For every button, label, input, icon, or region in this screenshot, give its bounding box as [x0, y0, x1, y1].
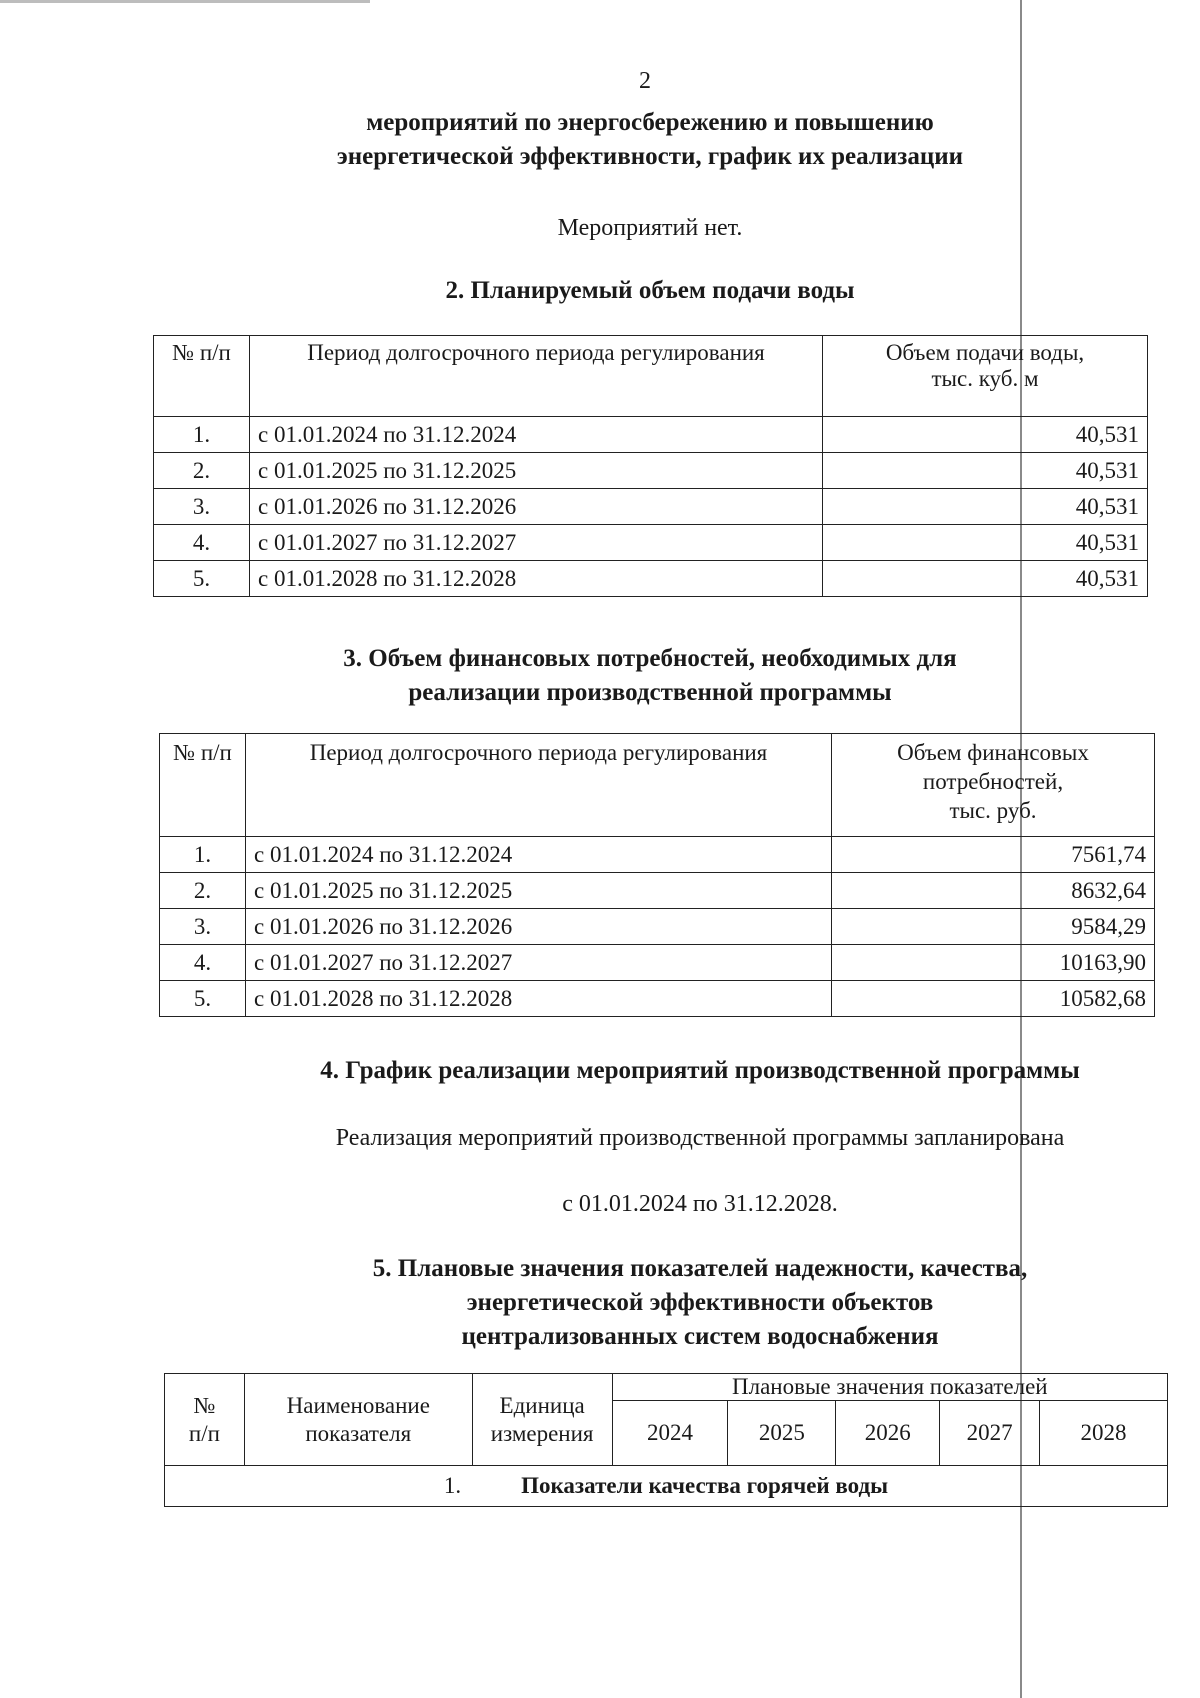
- header-indicator-name: [244, 1374, 472, 1466]
- table-header-row: [154, 336, 1148, 417]
- row-num: 3.: [160, 909, 246, 945]
- header-year: 2024: [612, 1401, 728, 1466]
- header-num-line-1: №: [193, 1392, 216, 1418]
- table-row: [154, 489, 1148, 525]
- row-period: с 01.01.2026 по 31.12.2026: [250, 489, 823, 525]
- subsection-row: [165, 1466, 1168, 1507]
- row-value: 10582,68: [832, 981, 1155, 1017]
- row-num: 1.: [154, 417, 250, 453]
- table-row: [154, 453, 1148, 489]
- row-value: 9584,29: [832, 909, 1155, 945]
- header-year: 2028: [1040, 1401, 1168, 1466]
- table-header-row: [165, 1374, 1168, 1401]
- row-num: 4.: [160, 945, 246, 981]
- row-value: 40,531: [823, 489, 1148, 525]
- row-period: с 01.01.2024 по 31.12.2024: [246, 837, 832, 873]
- intro-heading-line-1: мероприятий по энергосбережению и повышению: [366, 109, 934, 136]
- subsection-number: 1.: [443, 1473, 462, 1498]
- header-volume-line-1: Объем подачи воды,: [885, 340, 1085, 365]
- header-unit: [472, 1374, 612, 1466]
- section3-title-line-1: 3. Объем финансовых потребностей, необходимых для: [343, 645, 957, 672]
- header-planned-values: Плановые значения показателей: [612, 1374, 1167, 1401]
- table-row: [160, 837, 1155, 873]
- page-number: 2: [639, 68, 651, 94]
- row-period: с 01.01.2025 по 31.12.2025: [250, 453, 823, 489]
- water-supply-table: [153, 335, 1148, 597]
- header-financial-line-2: потребностей,: [922, 769, 1064, 794]
- section5-title-line-3: централизованных систем водоснабжения: [461, 1323, 939, 1350]
- row-num: 1.: [160, 837, 246, 873]
- financial-needs-table: [159, 733, 1155, 1017]
- header-num: № п/п: [160, 734, 246, 837]
- header-year: 2026: [836, 1401, 940, 1466]
- header-financial: [832, 734, 1155, 837]
- header-period: Период долгосрочного периода регулирования: [250, 336, 823, 417]
- table-header-row: [160, 734, 1155, 837]
- section3-title-line-2: реализации производственной программы: [408, 679, 892, 706]
- row-period: с 01.01.2027 по 31.12.2027: [246, 945, 832, 981]
- row-num: 2.: [154, 453, 250, 489]
- row-period: с 01.01.2027 по 31.12.2027: [250, 525, 823, 561]
- section2-title: 2. Планируемый объем подачи воды: [445, 277, 855, 304]
- row-period: с 01.01.2026 по 31.12.2026: [246, 909, 832, 945]
- subsection-label: Показатели качества горячей воды: [521, 1473, 889, 1498]
- row-value: 40,531: [823, 453, 1148, 489]
- header-indicator-name-line-1: Наименование: [286, 1392, 430, 1418]
- row-value: 8632,64: [832, 873, 1155, 909]
- table-row: [154, 417, 1148, 453]
- header-financial-line-3: тыс. руб.: [949, 798, 1037, 823]
- row-value: 40,531: [823, 417, 1148, 453]
- row-period: с 01.01.2024 по 31.12.2024: [250, 417, 823, 453]
- header-unit-line-1: Единица: [499, 1392, 585, 1418]
- table-row: [160, 981, 1155, 1017]
- intro-note: Мероприятий нет.: [557, 215, 743, 241]
- subsection-cell: [165, 1466, 1168, 1507]
- row-num: 4.: [154, 525, 250, 561]
- row-num: 3.: [154, 489, 250, 525]
- row-period: с 01.01.2028 по 31.12.2028: [250, 561, 823, 597]
- row-value: 10163,90: [832, 945, 1155, 981]
- header-unit-line-2: измерения: [490, 1420, 594, 1446]
- intro-heading-line-2: энергетической эффективности, график их реализации: [336, 143, 964, 170]
- indicators-table: [164, 1373, 1168, 1507]
- table-row: [160, 873, 1155, 909]
- row-value: 40,531: [823, 561, 1148, 597]
- header-year: 2025: [728, 1401, 836, 1466]
- table-row: [154, 561, 1148, 597]
- header-num-line-2: п/п: [188, 1420, 220, 1446]
- row-period: с 01.01.2025 по 31.12.2025: [246, 873, 832, 909]
- header-num: [165, 1374, 245, 1466]
- scan-edge-mark: [0, 0, 370, 3]
- table-row: [154, 525, 1148, 561]
- header-volume-line-2: тыс. куб. м: [931, 366, 1039, 391]
- header-financial-line-1: Объем финансовых: [897, 740, 1089, 765]
- section4-period: с 01.01.2024 по 31.12.2028.: [562, 1191, 838, 1217]
- section4-title: 4. График реализации мероприятий производственной программы: [320, 1057, 1080, 1084]
- header-volume: [823, 336, 1148, 417]
- header-num: № п/п: [154, 336, 250, 417]
- header-indicator-name-line-2: показателя: [305, 1420, 412, 1446]
- row-num: 5.: [160, 981, 246, 1017]
- table-row: [160, 945, 1155, 981]
- row-value: 7561,74: [832, 837, 1155, 873]
- section5-title-line-1: 5. Плановые значения показателей надежности, качества,: [372, 1255, 1028, 1282]
- row-period: с 01.01.2028 по 31.12.2028: [246, 981, 832, 1017]
- section4-text: Реализация мероприятий производственной программы запланирована: [335, 1125, 1065, 1151]
- row-num: 2.: [160, 873, 246, 909]
- row-num: 5.: [154, 561, 250, 597]
- row-value: 40,531: [823, 525, 1148, 561]
- section5-title-line-2: энергетической эффективности объектов: [466, 1289, 934, 1316]
- header-period: Период долгосрочного периода регулирования: [246, 734, 832, 837]
- table-row: [160, 909, 1155, 945]
- header-year: 2027: [940, 1401, 1040, 1466]
